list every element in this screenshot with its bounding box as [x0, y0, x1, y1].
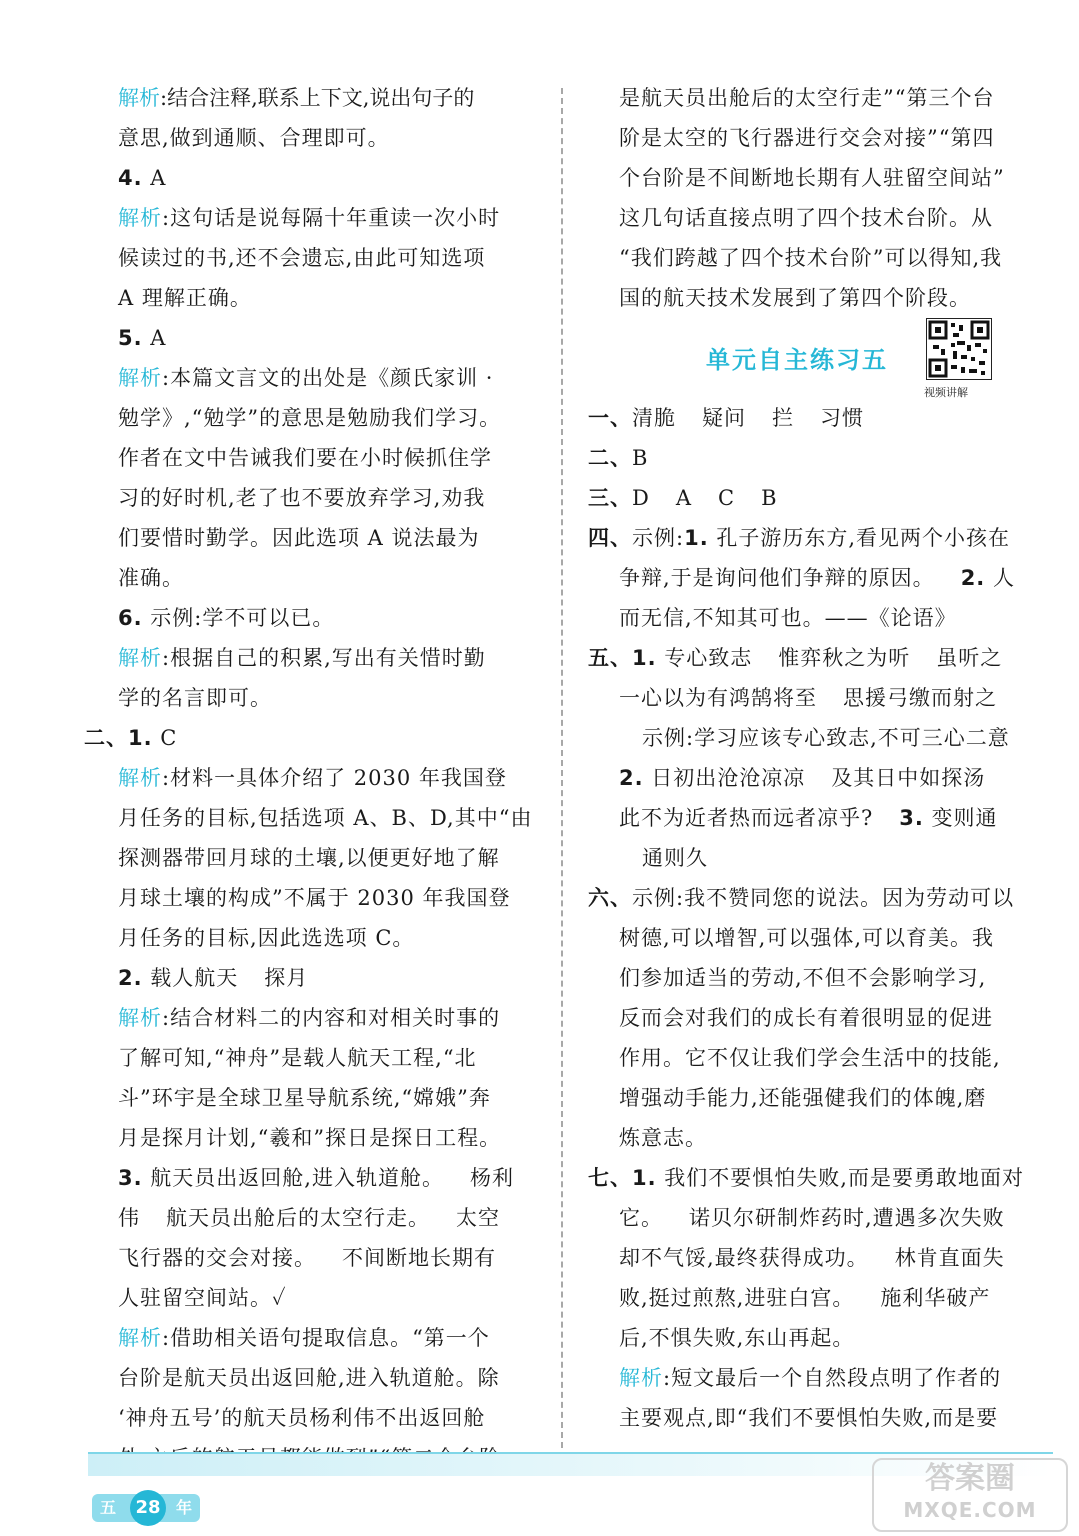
qr-caption: 视频讲解 — [924, 386, 968, 399]
section-number: 四、 — [588, 526, 632, 550]
text-line: 而无信,不知其可也。——《论语》 — [619, 606, 957, 630]
text-line: A 理解正确。 — [118, 286, 252, 310]
text-line: 月是探月计划,“羲和”探日是探日工程。 — [118, 1126, 502, 1150]
section-line: 三、D A C B — [588, 486, 778, 510]
text-line: 斗”环宇是全球卫星导航系统,“嫦娥”奔 — [118, 1086, 491, 1110]
text-line: 解析:结合注释,联系上下文,说出句子的 — [118, 78, 540, 118]
right-column — [588, 78, 1038, 1438]
text-line: 解析:本篇文言文的出处是《颜氏家训 · — [118, 366, 494, 390]
left-column — [84, 78, 540, 1478]
text-line: 示例:学习应该专心致志,不可三心二意 — [642, 726, 1010, 750]
text-line: 作者在文中告诫我们要在小时候抓住学 — [118, 446, 492, 470]
text-line: 学的名言即可。 — [118, 686, 272, 710]
answer-line: 5. A — [118, 326, 167, 350]
text-line: 探测器带回月球的土壤,以便更好地了解 — [118, 846, 500, 870]
unit-title: 单元自主练习五 — [706, 346, 888, 374]
text-line: 解析:这句话是说每隔十年重读一次小时 — [118, 206, 501, 230]
text-line: 作用。它不仅让我们学会生活中的技能, — [619, 1046, 1001, 1070]
analysis-tag: 解析 — [118, 86, 160, 110]
answer-line: 4. A — [118, 166, 167, 190]
text-line: 意思,做到通顺、合理即可。 — [118, 126, 390, 150]
text-line: 月球土壤的构成”不属于 2030 年我国登 — [118, 886, 511, 910]
analysis-tag: 解析 — [118, 766, 162, 790]
qr-code-icon[interactable] — [926, 318, 992, 380]
text-line: 国的航天技术发展到了第四个阶段。 — [619, 286, 971, 310]
text-line: 一心以为有鸿鹄将至 思援弓缴而射之 — [619, 686, 997, 710]
text-line: 勉学》,“勉学”的意思是勉励我们学习。 — [118, 406, 502, 430]
text-line: 是航天员出舱后的太空行走”“第三个台 — [619, 86, 995, 110]
text-line: 们要惜时勤学。因此选项 A 说法最为 — [118, 526, 480, 550]
text-line: 却不气馁,最终获得成功。 林肯直面失 — [619, 1246, 1005, 1270]
analysis-tag: 解析 — [118, 1006, 162, 1030]
text-line: 解析:根据自己的积累,写出有关惜时勤 — [118, 646, 486, 670]
section-line: 六、示例:我不赞同您的说法。因为劳动可以 — [588, 886, 1015, 910]
text-line: 这几句话直接点明了四个技术台阶。从 — [619, 206, 993, 230]
section-line: 七、1. 我们不要惧怕失败,而是要勇敢地面对 — [588, 1166, 1024, 1190]
column-divider — [561, 88, 563, 1448]
text-line: “我们跨越了四个技术台阶”可以得知,我 — [619, 246, 1003, 270]
text-line: 伟 航天员出舱后的太空行走。 太空 — [118, 1206, 500, 1230]
text-line: 月任务的目标,因此选选项 C。 — [118, 926, 415, 950]
text-line: 人驻留空间站。✓ — [118, 1286, 287, 1310]
text-line: 增强动手能力,还能强健我们的体魄,磨 — [619, 1086, 987, 1110]
text-line: 阶是太空的飞行器进行交会对接”“第四 — [619, 126, 995, 150]
section-number: 二、 — [588, 446, 632, 470]
text-line: 解析:短文最后一个自然段点明了作者的 — [619, 1366, 1002, 1390]
text-line: 反而会对我们的成长有着很明显的促进 — [619, 1006, 993, 1030]
section-line: 一、清脆 疑问 拦 习惯 — [588, 406, 864, 430]
analysis-tag: 解析 — [118, 206, 162, 230]
unit-header — [588, 318, 1038, 398]
text-line: ‘神舟五号’的航天员杨利伟不出返回舱 — [118, 1406, 486, 1430]
qr-code-graphic — [927, 319, 991, 379]
text-line: 月任务的目标,包括选项 A、B、D,其中“由 — [118, 806, 533, 830]
section-number: 六、 — [588, 886, 632, 910]
section-number: 一、 — [588, 406, 632, 430]
text-line: 争辩,于是询问他们争辩的原因。 2. 人 — [619, 566, 1015, 590]
section-line: 五、1. 专心致志 惟弈秋之为听 虽听之 — [588, 646, 1003, 670]
text-line: 飞行器的交会对接。 不间断地长期有 — [118, 1246, 496, 1270]
analysis-tag: 解析 — [118, 366, 162, 390]
answer-line: 3. 航天员出返回舱,进入轨道舱。 杨利 — [118, 1166, 514, 1190]
text-line: 主要观点,即“我们不要惧怕失败,而是要 — [619, 1406, 999, 1430]
text-line: 败,挺过煎熬,进驻白宫。 施利华破产 — [619, 1286, 991, 1310]
badge-grade-label: 五 — [100, 1498, 117, 1517]
text-line: 树德,可以增智,可以强体,可以育美。我 — [619, 926, 995, 950]
text-line: 解析:结合材料二的内容和对相关时事的 — [118, 1006, 501, 1030]
text-line: 了解可知,“神舟”是载人航天工程,“北 — [118, 1046, 477, 1070]
text-line: 后,不惧失败,东山再起。 — [619, 1326, 855, 1350]
section-number: 三、 — [588, 486, 632, 510]
text-line: 此不为近者热而远者凉乎? 3. 变则通 — [619, 806, 998, 830]
section-line: 二、1. C — [84, 726, 178, 750]
text-line: 通则久 — [642, 846, 708, 870]
text-line: 准确。 — [118, 566, 184, 590]
text-line: 它。 诺贝尔研制炸药时,遭遇多次失败 — [619, 1206, 1005, 1230]
analysis-tag: 解析 — [118, 1326, 162, 1350]
text-line: 个台阶是不间断地长期有人驻留空间站” — [619, 166, 1005, 190]
analysis-tag: 解析 — [118, 646, 162, 670]
section-number: 二、 — [84, 726, 128, 750]
page-number: 28 — [130, 1490, 166, 1526]
answer-line: 2. 日初出沧沧凉凉 及其日中如探汤 — [619, 766, 986, 790]
text-line: 候读过的书,还不会遗忘,由此可知选项 — [118, 246, 486, 270]
answer-line: 2. 载人航天 探月 — [118, 966, 309, 990]
analysis-tag: 解析 — [619, 1366, 663, 1390]
watermark-logo: 答案圈 MXQE.COM — [872, 1458, 1068, 1532]
section-number: 七、 — [588, 1166, 632, 1190]
section-number: 五、 — [588, 646, 632, 670]
section-line: 四、示例:1. 孔子游历东方,看见两个小孩在 — [588, 526, 1011, 550]
text-line: 们参加适当的劳动,不但不会影响学习, — [619, 966, 987, 990]
answer-line: 6. 示例:学不可以已。 — [118, 606, 335, 630]
text-line: 解析:借助相关语句提取信息。“第一个 — [118, 1326, 490, 1350]
badge-year-label: 年 — [176, 1498, 193, 1517]
section-line: 二、B — [588, 446, 649, 470]
text-line: 台阶是航天员出返回舱,进入轨道舱。除 — [118, 1366, 500, 1390]
text-line: 习的好时机,老了也不要放弃学习,劝我 — [118, 486, 486, 510]
text-line: 解析:材料一具体介绍了 2030 年我国登 — [118, 766, 507, 790]
text-line: 炼意志。 — [619, 1126, 707, 1150]
